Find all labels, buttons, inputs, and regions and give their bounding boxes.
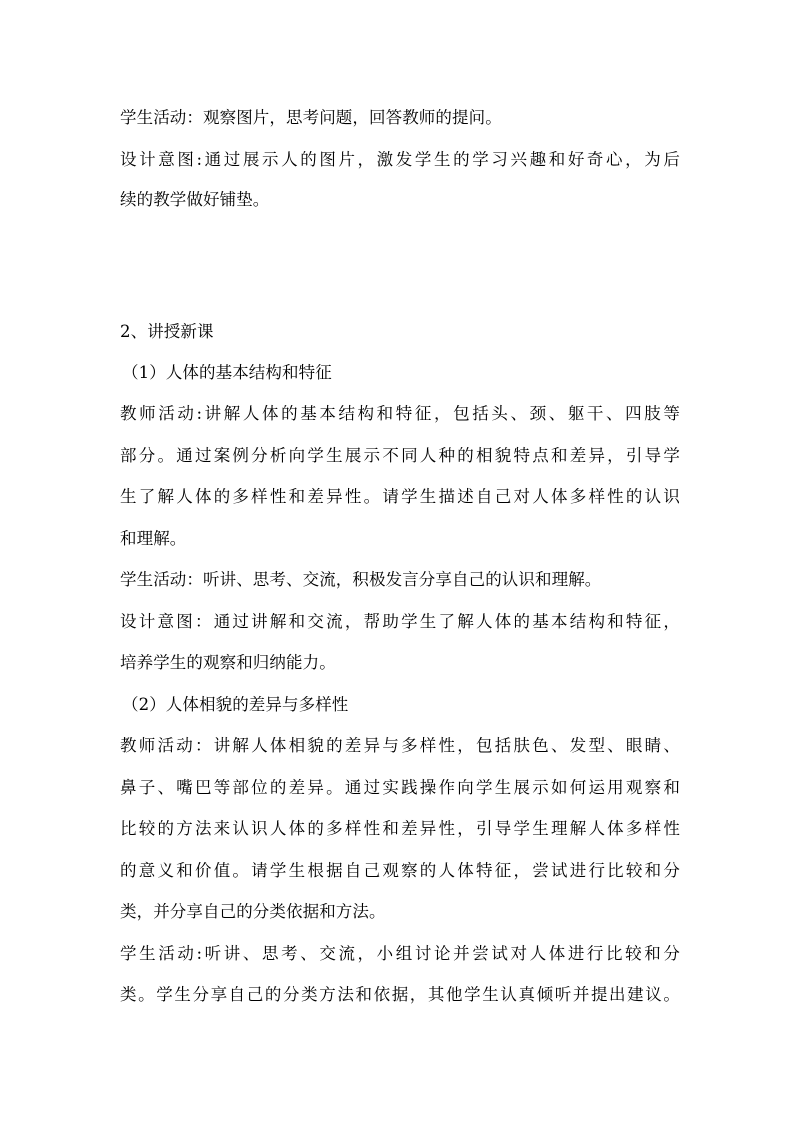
- part2-teacher-activity-line-4: 的意义和价值。请学生根据自己观察的人体特征，尝试进行比较和分: [120, 861, 680, 880]
- section-heading-teach-new: 2、讲授新课: [120, 322, 214, 341]
- part1-teacher-activity-line-3: 生了解人体的多样性和差异性。请学生描述自己对人体多样性的认识: [120, 487, 680, 506]
- part1-design-intent-line-2: 培养学生的观察和归纳能力。: [120, 653, 336, 672]
- part1-teacher-activity-line-4: 和理解。: [120, 529, 187, 548]
- part1-teacher-activity-line-2: 部分。通过案例分析向学生展示不同人种的相貌特点和差异，引导学: [120, 446, 680, 465]
- part2-teacher-activity-line-5: 类，并分享自己的分类依据和方法。: [120, 902, 386, 921]
- part1-teacher-activity-line-1: 教师活动:讲解人体的基本结构和特征，包括头、颈、躯干、四肢等: [120, 404, 680, 423]
- part1-student-activity: 学生活动：听讲、思考、交流，积极发言分享自己的认识和理解。: [120, 570, 602, 589]
- part2-heading: （2）人体相貌的差异与多样性: [122, 695, 349, 714]
- part2-student-activity-line-1: 学生活动:听讲、思考、交流，小组讨论并尝试对人体进行比较和分: [120, 944, 680, 963]
- part2-teacher-activity-line-3: 比较的方法来认识人体的多样性和差异性，引导学生理解人体多样性: [120, 819, 680, 838]
- part2-teacher-activity-line-2: 鼻子、嘴巴等部位的差异。通过实践操作向学生展示如何运用观察和: [120, 778, 680, 797]
- part2-student-activity-line-2: 类。学生分享自己的分类方法和依据，其他学生认真倾听并提出建议。: [120, 985, 680, 1004]
- intro-student-activity: 学生活动：观察图片，思考问题，回答教师的提问。: [120, 108, 502, 127]
- part1-design-intent-line-1: 设计意图：通过讲解和交流，帮助学生了解人体的基本结构和特征，: [120, 612, 680, 631]
- part2-teacher-activity-line-1: 教师活动：讲解人体相貌的差异与多样性，包括肤色、发型、眼睛、: [120, 736, 680, 755]
- intro-design-intent-line-2: 续的教学做好铺垫。: [120, 190, 270, 209]
- intro-design-intent-line-1: 设计意图:通过展示人的图片，激发学生的学习兴趣和好奇心，为后: [120, 150, 680, 169]
- part1-heading: （1）人体的基本结构和特征: [122, 363, 332, 382]
